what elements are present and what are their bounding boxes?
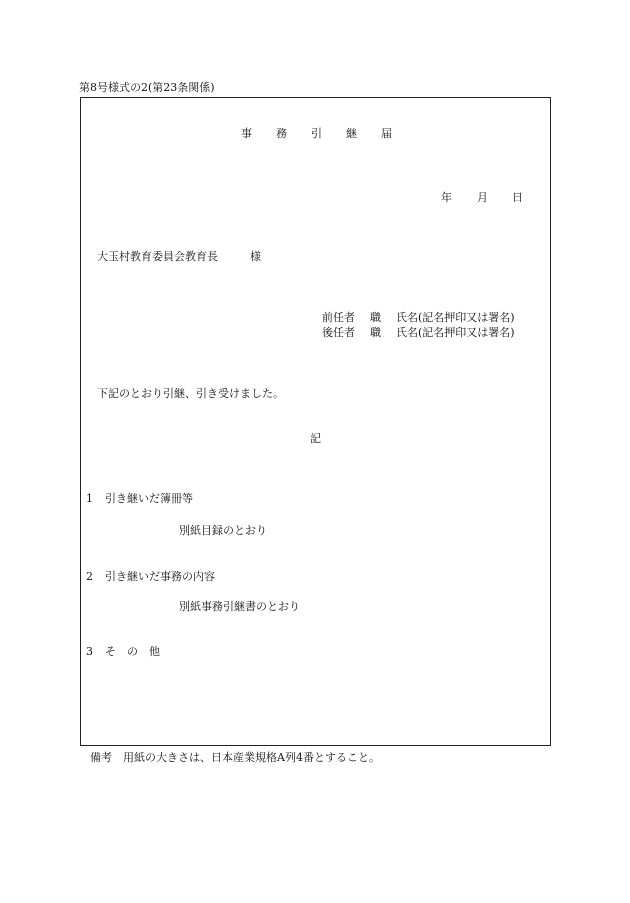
remark-text: 備考 用紙の大きさは、日本産業規格A列4番とすること。 [90, 751, 380, 764]
party-post: 職 [370, 311, 381, 324]
item-number: 1 [86, 492, 93, 505]
party-name: 氏名(記名押印又は署名) [396, 311, 515, 324]
item-number: 3 [86, 645, 93, 658]
statement-text: 下記のとおり引継、引き受けました。 [97, 387, 284, 400]
date-year: 年 [441, 191, 452, 204]
party-name: 氏名(記名押印又は署名) [396, 326, 515, 339]
party-role: 後任者 [322, 326, 355, 339]
recipient-honorific: 様 [250, 250, 261, 263]
party-post: 職 [370, 326, 381, 339]
item-detail: 別紙目録のとおり [179, 524, 267, 537]
item-label: 引き継いだ事務の内容 [105, 570, 215, 583]
form-label: 第8号様式の2(第23条関係) [79, 81, 215, 94]
item-number: 2 [86, 570, 93, 583]
document-title: 事務引継届 [241, 127, 416, 140]
date-day: 日 [512, 191, 523, 204]
note-heading: 記 [310, 432, 321, 445]
item-label: 引き継いだ簿冊等 [105, 492, 193, 505]
party-role: 前任者 [322, 311, 355, 324]
date-month: 月 [477, 191, 488, 204]
item-label: そ の 他 [105, 645, 160, 658]
recipient-name: 大玉村教育委員会教育長 [97, 250, 218, 263]
item-detail: 別紙事務引継書のとおり [179, 600, 300, 613]
